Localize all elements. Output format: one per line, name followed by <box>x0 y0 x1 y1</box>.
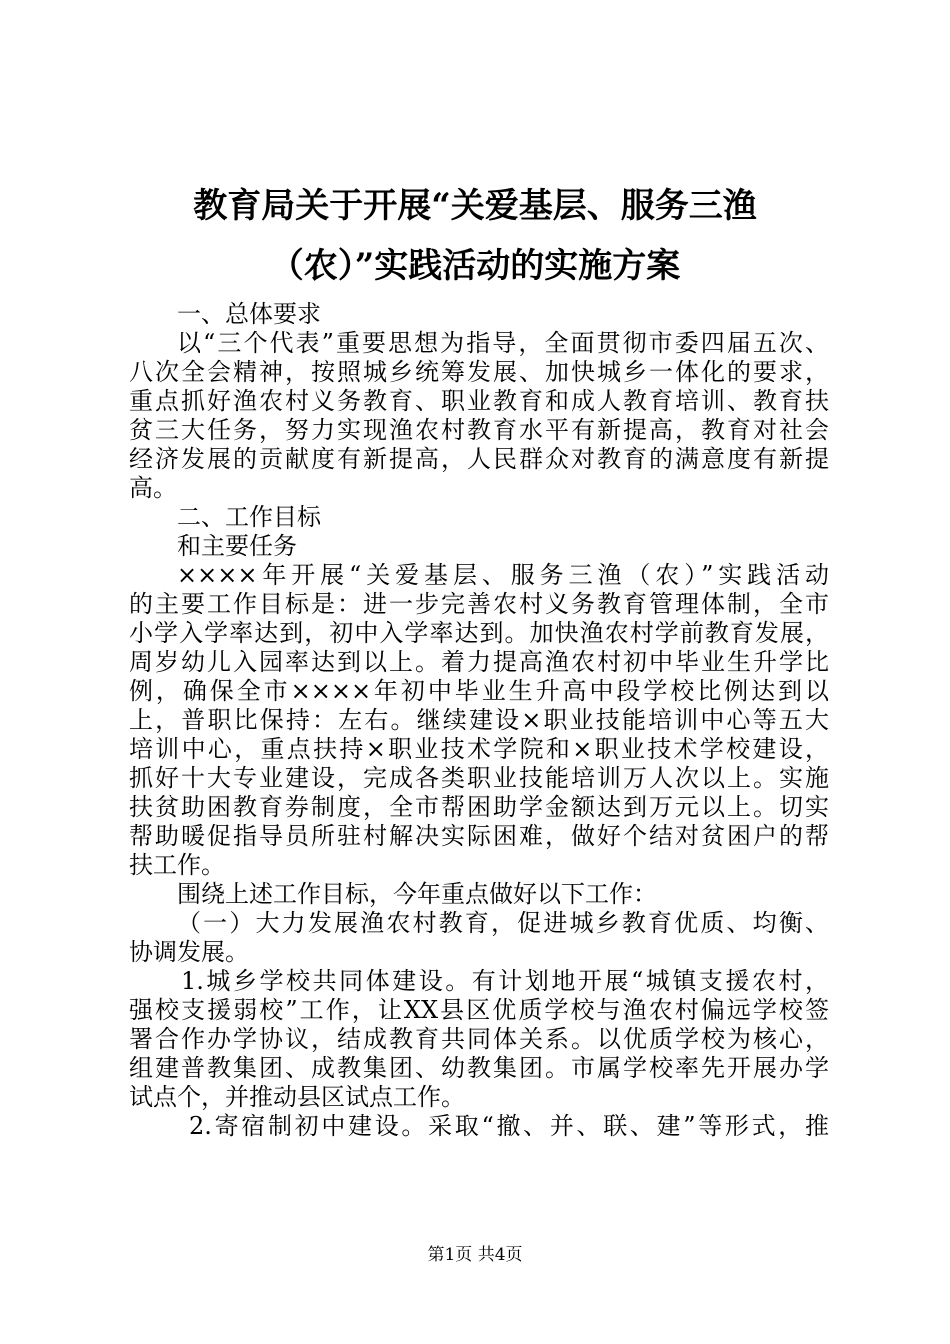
paragraph-line: 1.城乡学校共同体建设。有计划地开展“城镇支援农村， <box>181 967 829 995</box>
section-heading: 和主要任务 <box>177 532 297 560</box>
document-body <box>129 300 829 1141</box>
paragraph-line: 上，普职比保持：左右。继续建设×职业技能培训中心等五大 <box>129 706 829 734</box>
subsection-heading: 协调发展。 <box>129 938 249 966</box>
subsection-heading: （一）大力发展渔农村教育，促进城乡教育优质、均衡、 <box>177 909 829 937</box>
paragraph-line: 试点个，并推动县区试点工作。 <box>129 1083 465 1111</box>
paragraph-line: 重点抓好渔农村义务教育、职业教育和成人教育培训、教育扶 <box>129 387 829 415</box>
page-footer: 第1页 共4页 <box>427 1245 523 1265</box>
section-heading: 一、总体要求 <box>177 300 321 328</box>
paragraph-line: 帮助暖促指导员所驻村解决实际困难，做好个结对贫困户的帮 <box>129 822 829 850</box>
paragraph-line: 八次全会精神，按照城乡统筹发展、加快城乡一体化的要求， <box>129 358 829 386</box>
paragraph-line: 围绕上述工作目标，今年重点做好以下工作： <box>177 880 657 908</box>
paragraph-line: ××××年开展“关爱基层、服务三渔（农）”实践活动 <box>177 561 829 589</box>
paragraph-line: 例，确保全市××××年初中毕业生升高中段学校比例达到以 <box>129 677 829 705</box>
paragraph-line: 经济发展的贡献度有新提高，人民群众对教育的满意度有新提 <box>129 445 829 473</box>
paragraph-line: 署合作办学协议，结成教育共同体关系。以优质学校为核心， <box>129 1025 829 1053</box>
section-heading: 二、工作目标 <box>177 503 321 531</box>
paragraph-line: 2.寄宿制初中建设。采取“撤、并、联、建”等形式，推 <box>189 1112 829 1140</box>
paragraph-line: 强校支援弱校”工作，让XX县区优质学校与渔农村偏远学校签 <box>129 996 829 1024</box>
paragraph-line: 扶贫助困教育券制度，全市帮困助学金额达到万元以上。切实 <box>129 793 829 821</box>
paragraph-line: 抓好十大专业建设，完成各类职业技能培训万人次以上。实施 <box>129 764 829 792</box>
paragraph-line: 小学入学率达到，初中入学率达到。加快渔农村学前教育发展， <box>129 619 829 647</box>
paragraph-line: 扶工作。 <box>129 851 225 879</box>
paragraph-line: 培训中心，重点扶持×职业技术学院和×职业技术学校建设， <box>129 735 829 763</box>
paragraph-line: 贫三大任务，努力实现渔农村教育水平有新提高，教育对社会 <box>129 416 829 444</box>
document-title-line-2: （农）”实践活动的实施方案 <box>269 246 681 286</box>
paragraph-line: 高。 <box>129 474 177 502</box>
paragraph-line: 周岁幼儿入园率达到以上。着力提高渔农村初中毕业生升学比 <box>129 648 829 676</box>
paragraph-line: 的主要工作目标是：进一步完善农村义务教育管理体制，全市 <box>129 590 829 618</box>
document-title-line-1: 教育局关于开展“关爱基层、服务三渔 <box>193 186 757 226</box>
paragraph-line: 以“三个代表”重要思想为指导，全面贯彻市委四届五次、 <box>177 329 829 357</box>
paragraph-line: 组建普教集团、成教集团、幼教集团。市属学校率先开展办学 <box>129 1054 829 1082</box>
